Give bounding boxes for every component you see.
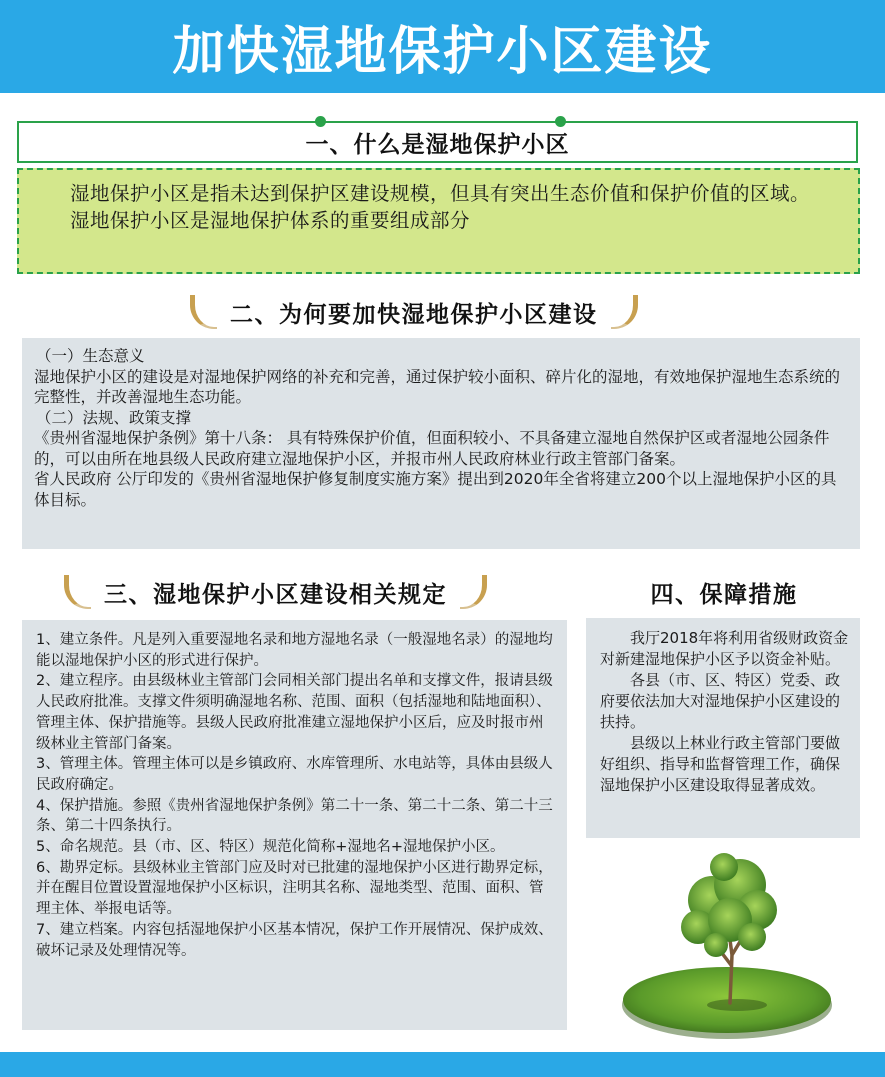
section2-subheading: （二）法规、政策支撑 <box>36 408 192 427</box>
section2-subheading: （一）生态意义 <box>36 347 145 365</box>
right-bracket-icon <box>616 295 642 329</box>
section2-paragraph: 省人民政府 公厅印发的《贵州省湿地保护修复制度实施方案》提出到2020年全省将建立200个以上湿地保护小区的具体目标。 <box>34 470 837 509</box>
section2-paragraph: 《贵州省湿地保护条例》第十八条： 具有特殊保护价值，但面积较小、不具备建立湿地自然保护区或者湿地公园条件的，可以由所在地县级人民政府建立湿地保护小区，并报市州人民政府林业行政主管部门备案。 <box>34 429 830 468</box>
section1-title-box <box>17 121 858 163</box>
dot-icon <box>315 116 326 127</box>
section4-title: 四、保障措施 <box>650 582 798 608</box>
page-title: 加快湿地保护小区建设 <box>172 21 713 82</box>
dot-icon <box>555 116 566 127</box>
rule-item: 1、建立条件。凡是列入重要湿地名录和地方湿地名录（一般湿地名录）的湿地均能以湿地保护小区的形式进行保护。 <box>36 632 553 669</box>
section4-paragraph: 县级以上林业行政主管部门要做好组织、指导和监督管理工作，确保湿地保护小区建设取得显著成效。 <box>600 734 841 794</box>
section4-paragraph: 各县（市、区、特区）党委、政府要依法加大对湿地保护小区建设的扶持。 <box>600 671 841 731</box>
section1-body <box>17 168 860 274</box>
bottom-banner <box>0 1052 885 1077</box>
section4-paragraph: 我厅2018年将利用省级财政资金对新建湿地保护小区予以资金补贴。 <box>600 629 849 668</box>
section2-title: 二、为何要加快湿地保护小区建设 <box>230 301 598 328</box>
top-banner <box>0 0 885 93</box>
left-bracket-icon <box>186 295 212 329</box>
left-bracket-icon <box>60 575 86 609</box>
rule-item: 6、勘界定标。县级林业主管部门应及时对已批建的湿地保护小区进行勘界定标，并在醒目位置设置湿地保护小区标识，注明其名称、湿地类型、范围、面积、管理主体、举报电话等。 <box>36 859 553 918</box>
section3-heading <box>60 575 491 609</box>
section1-title: 一、什么是湿地保护小区 <box>305 131 570 158</box>
rule-item: 4、保护措施。参照《贵州省湿地保护条例》第二十一条、第二十二条、第二十三条、第二十四条执行。 <box>36 797 553 835</box>
rule-item: 2、建立程序。由县级林业主管部门会同相关部门提出名单和支撑文件，报请县级人民政府批准。支撑文件须明确湿地名称、范围、面积（包括湿地和陆地面积）、管理主体、保护措施等。县级人民政府批准建立湿地保护小区后，应及时报市州级林业主管部门备案。 <box>36 673 553 752</box>
rule-item: 3、管理主体。管理主体可以是乡镇政府、水库管理所、水电站等，具体由县级人民政府确定。 <box>36 756 553 793</box>
rule-item: 5、命名规范。县（市、区、特区）规范化简称+湿地名+湿地保护小区。 <box>36 839 505 856</box>
section1-paragraph: 湿地保护小区是湿地保护体系的重要组成部分 <box>70 209 471 232</box>
section3-body <box>22 620 567 1030</box>
section3-title: 三、湿地保护小区建设相关规定 <box>104 581 447 608</box>
section1-paragraph: 湿地保护小区是指未达到保护区建设规模，但具有突出生态价值和保护价值的区域。 <box>70 182 811 205</box>
right-bracket-icon <box>465 575 491 609</box>
rule-item: 7、建立档案。内容包括湿地保护小区基本情况，保护工作开展情况、保护成效、破坏记录及处理情况等。 <box>36 921 553 959</box>
section4-body <box>586 618 860 838</box>
section2-body <box>22 338 860 549</box>
tree-on-grass-icon <box>612 845 842 1045</box>
section2-paragraph: 湿地保护小区的建设是对湿地保护网络的补充和完善，通过保护较小面积、碎片化的湿地，有效地保护湿地生态系统的完整性，并改善湿地生态功能。 <box>34 367 841 406</box>
section2-heading <box>186 295 642 329</box>
